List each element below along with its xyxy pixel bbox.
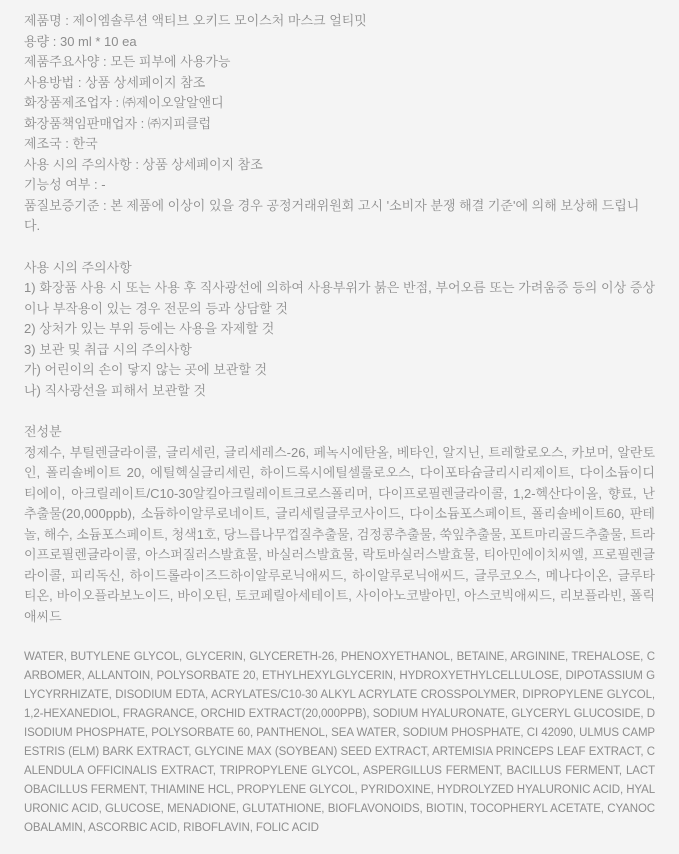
ingredients-section-en [24, 648, 655, 838]
field-value: 상품 상세페이지 참조 [85, 74, 206, 90]
field-value: 30 ml * 10 ea [59, 33, 137, 49]
field-separator: : [49, 33, 60, 49]
field-value: - [101, 177, 106, 192]
field-separator: : [137, 115, 148, 131]
spec-row-warranty [24, 196, 655, 237]
spec-row-usage [24, 73, 655, 94]
ingredients-text-korean: 정제수, 부틸렌글라이콜, 글리세린, 글리세레스-26, 페녹시에탄올, 베타인, 알지닌, 트레할로오스, 카보머, 알란토인, 폴리솔베이트 20, 에틸헥실글리세린, 하이드록시에틸셀룰로오스, 다이포타슘글리시리제이트, 다이소듐이디티에이, 아크릴레이트/C10-30알킬아크릴레이트크로스폴리머, 다이프로필렌글라이콜, 1,2-헥산다이올, 향료, 난추출물(20,000ppb), 소듐하이알루로네이트, 글리세릴글루코사이드, 다이소듐포스페이트, 폴리솔베이트60, 판테놀, 해수, 소듐포스페이트, 청색1호, 당느릅나무껍질추출물, 검정콩추출물, 쑥잎추출물, 포트마리골드추출물, 트라이프로필렌글라이콜, 아스퍼질러스발효물, 바실러스발효물, 락토바실러스발효물, 티아민에이치씨엘, 프로필렌글라이콜, 피리독신, 하이드롤라이즈드하이알루로닉애씨드, 하이알루로닉애씨드, 글루코오스, 메나다이온, 글루타티온, 바이오플라보노이드, 바이오틴, 토코페릴아세테이트, 사이아노코발아민, 아스코빅애씨드, 리보플라빈, 폴릭애씨드 [24, 444, 655, 624]
field-label: 기능성 여부 [24, 177, 91, 192]
spec-row-manufacturer [24, 93, 655, 114]
precautions-section [24, 258, 655, 402]
precautions-title: 사용 시의 주의사항 [24, 259, 132, 275]
field-separator: : [131, 156, 143, 172]
spec-row-product-name [24, 11, 655, 32]
field-label: 사용 시의 주의사항 [24, 156, 132, 172]
precaution-item: 가) 어린이의 손이 닿지 않는 곳에 보관할 것 [24, 362, 268, 377]
field-label: 용량 [24, 33, 50, 49]
field-separator: : [90, 177, 102, 192]
field-label: 사용방법 [24, 74, 75, 90]
field-separator: : [74, 74, 86, 90]
field-separator: : [99, 197, 111, 213]
precaution-item: 2) 상처가 있는 부위 등에는 사용을 자제할 것 [24, 321, 275, 336]
ingredients-text-english: WATER, BUTYLENE GLYCOL, GLYCERIN, GLYCERETH-26, PHENOXYETHANOL, BETAINE, ARGININE, TREHALOSE, CARBOMER, ALLANTOIN, POLYSORBATE 20, ETHYLHEXYLGLYCERIN, HYDROXYETHYLCELLULOSE, DIPOTASSIUM GLYCYRRHIZATE, DISODIUM EDTA, ACRYLATES/C10-30 ALKYL ACRYLATE CROSSPOLYMER, DIPROPYLENE GLYCOL, 1,2-HEXANEDIOL, FRAGRANCE, ORCHID EXTRACT(20,000PPB), SODIUM HYALURONATE, GLYCERYL GLUCOSIDE, DISODIUM PHOSPHATE, POLYSORBATE 60, PANTHENOL, SEA WATER, SODIUM PHOSPHATE, CI 42090, ULMUS CAMPESTRIS (ELM) BARK EXTRACT, GLYCINE MAX (SOYBEAN) SEED EXTRACT, ARTEMISIA PRINCEPS LEAF EXTRACT, CALENDULA OFFICINALIS EXTRACT, TRIPROPYLENE GLYCOL, ASPERGILLUS FERMENT, BACILLUS FERMENT, LACTOBACILLUS FERMENT, THIAMINE HCL, PROPYLENE GLYCOL, PYRIDOXINE, HYDROLYZED HYALURONIC ACID, HYALURONIC ACID, GLUCOSE, MENADIONE, GLUTATHIONE, BIOFLAVONOIDS, BIOTIN, TOCOPHERYL ACETATE, CYANOCOBALAMIN, ASCORBIC ACID, RIBOFLAVIN, FOLIC ACID [24, 651, 655, 834]
precaution-item: 3) 보관 및 취급 시의 주의사항 [24, 341, 192, 357]
spec-row-country [24, 134, 655, 155]
field-separator: : [111, 95, 123, 110]
field-label: 제조국 [24, 136, 62, 151]
field-label: 품질보증기준 [24, 197, 100, 213]
field-separator: : [61, 136, 73, 151]
ingredients-section-kr [24, 422, 655, 627]
field-value: 본 제품에 이상이 있을 경우 공정거래위원회 고시 '소비자 분쟁 해결 기준'에 의해 보상해 드립니다. [24, 197, 640, 233]
field-value: ㈜지피클럽 [147, 115, 212, 131]
field-separator: : [99, 54, 111, 69]
spec-row-main-spec [24, 52, 655, 73]
spec-row-caution-ref [24, 155, 655, 176]
field-label: 화장품제조업자 [24, 95, 112, 110]
spec-row-functional [24, 175, 655, 196]
spec-row-distributor [24, 114, 655, 135]
field-value: 모든 피부에 사용가능 [110, 54, 231, 69]
product-detail-page [24, 11, 655, 838]
field-value: 상품 상세페이지 참조 [142, 156, 263, 172]
precaution-item: 나) 직사광선을 피해서 보관할 것 [24, 382, 207, 398]
field-label: 제품주요사양 [24, 54, 100, 69]
field-label: 제품명 [24, 13, 62, 28]
field-label: 화장품책임판매업자 [24, 115, 138, 131]
precaution-item: 1) 화장품 사용 시 또는 사용 후 직사광선에 의하여 사용부위가 붉은 반점, 부어오름 또는 가려움증 등의 이상 증상이나 부작용이 있는 경우 전문의 등과 상담할 것 [24, 280, 655, 316]
field-value: 한국 [72, 136, 98, 151]
product-spec-section [24, 11, 655, 237]
field-value: ㈜제이오알알앤디 [122, 95, 224, 110]
spec-row-volume [24, 32, 655, 53]
ingredients-title: 전성분 [24, 424, 62, 439]
field-separator: : [61, 13, 73, 28]
field-value: 제이엠솔루션 액티브 오키드 모이스처 마스크 얼티밋 [72, 13, 367, 28]
